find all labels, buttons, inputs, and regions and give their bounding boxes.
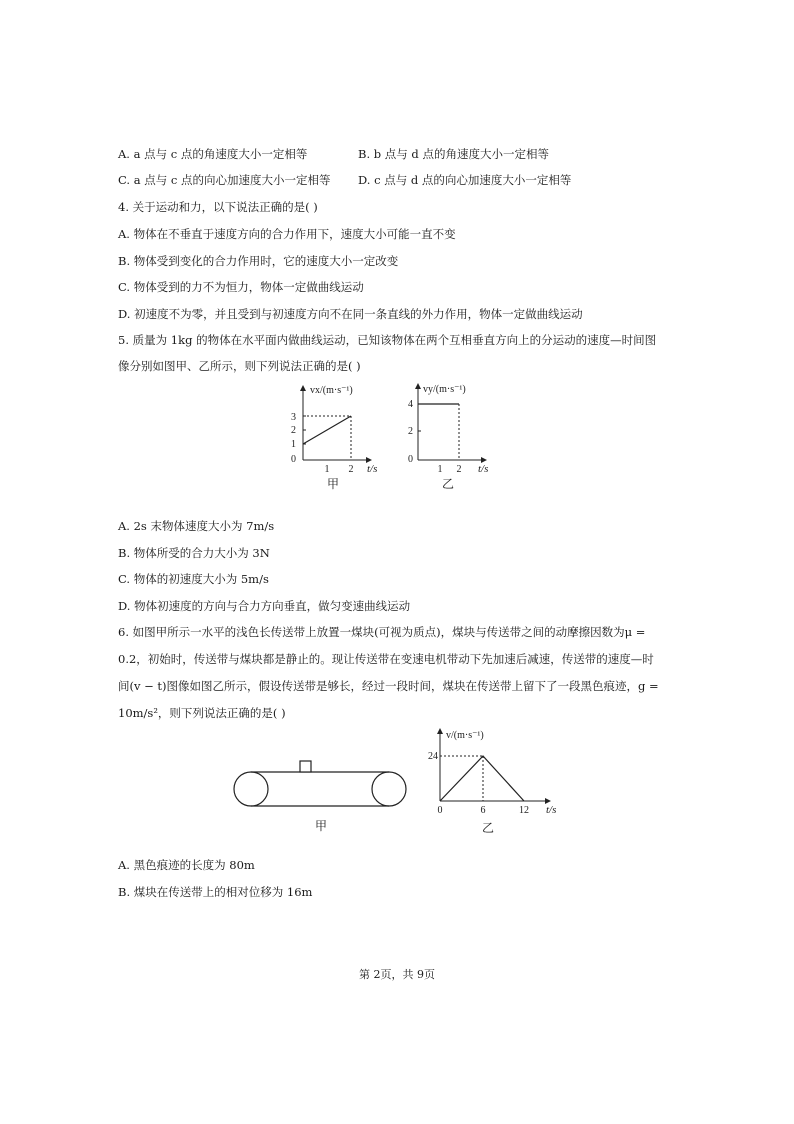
figure-caption: 甲 xyxy=(326,477,340,490)
q5-stem-line1: 5. 质量为 1kg 的物体在水平面内做曲线运动，已知该物体在两个互相垂直方向上的分运动的速度—时间图 xyxy=(118,333,657,347)
x-tick-12: 12 xyxy=(519,805,529,816)
figure-caption: 乙 xyxy=(481,821,495,835)
q6-stem-line4: 10m/s²，则下列说法正确的是( ) xyxy=(118,706,286,720)
velocity-line xyxy=(303,416,351,444)
q6-option-a: A. 黑色痕迹的长度为 80m xyxy=(118,858,255,872)
q6-stem-line2: 0.2，初始时，传送带与煤块都是静止的。现让传送带在变速电机带动下先加速后减速，传送带的速度—时 xyxy=(118,652,654,666)
q5-option-b: B. 物体所受的合力大小为 3N xyxy=(118,546,270,560)
q3-option-a: A. a 点与 c 点的角速度大小一定相等 xyxy=(118,147,308,161)
q3-option-b: B. b 点与 d 点的角速度大小一定相等 xyxy=(358,147,549,161)
y-tick-1: 1 xyxy=(291,439,296,450)
q4-option-b: B. 物体受到变化的合力作用时，它的速度大小一定改变 xyxy=(118,254,399,268)
right-pulley xyxy=(372,772,406,806)
q5-figure-left xyxy=(283,378,383,490)
x-axis-label: t/s xyxy=(546,804,557,816)
y-tick-24: 24 xyxy=(428,751,438,762)
q5-option-c: C. 物体的初速度大小为 5m/s xyxy=(118,572,269,586)
y-tick-4: 4 xyxy=(408,399,413,410)
y-axis-label: vy/(m·s⁻¹) xyxy=(423,384,466,395)
q4-option-a: A. 物体在不垂直于速度方向的合力作用下，速度大小可能一直不变 xyxy=(118,227,456,241)
figure-caption: 甲 xyxy=(314,819,328,833)
y-axis-label: vx/(m·s⁻¹) xyxy=(310,385,353,396)
q5-stem-line2: 像分别如图甲、乙所示，则下列说法正确的是( ) xyxy=(118,359,361,373)
q5-option-d: D. 物体初速度的方向与合力方向垂直，做匀变速曲线运动 xyxy=(118,599,411,613)
origin-label: 0 xyxy=(437,805,443,816)
x-tick-6: 6 xyxy=(480,805,486,816)
origin-label: 0 xyxy=(291,454,296,465)
q4-stem: 4. 关于运动和力，以下说法正确的是( ) xyxy=(118,200,318,214)
coal-block xyxy=(300,761,311,772)
q6-option-b: B. 煤块在传送带上的相对位移为 16m xyxy=(118,885,313,899)
x-tick-1: 1 xyxy=(437,464,443,475)
q6-stem-line3: 间(v − t)图像如图乙所示，假设传送带是够长，经过一段时间，煤块在传送带上留下了一段黑色痕迹，g = xyxy=(118,679,659,693)
y-tick-2: 2 xyxy=(408,426,413,437)
origin-label: 0 xyxy=(408,454,413,465)
q6-stem-line1: 6. 如图甲所示一水平的浅色长传送带上放置一煤块(可视为质点)，煤块与传送带之间的动摩擦因数为μ = xyxy=(118,625,646,639)
x-axis-label: t/s xyxy=(478,463,489,475)
q3-option-d: D. c 点与 d 点的向心加速度大小一定相等 xyxy=(358,173,572,187)
left-pulley xyxy=(234,772,268,806)
q4-option-d: D. 初速度不为零，并且受到与初速度方向不在同一条直线的外力作用，物体一定做曲线运动 xyxy=(118,307,583,321)
x-tick-1: 1 xyxy=(324,464,330,475)
q5-option-a: A. 2s 末物体速度大小为 7m/s xyxy=(118,519,275,533)
y-tick-2: 2 xyxy=(291,425,296,436)
y-axis-label: v/(m·s⁻¹) xyxy=(446,730,484,741)
y-tick-3: 3 xyxy=(291,412,296,423)
x-tick-2: 2 xyxy=(348,464,354,475)
x-tick-2: 2 xyxy=(456,464,462,475)
q4-option-c: C. 物体受到的力不为恒力，物体一定做曲线运动 xyxy=(118,280,364,294)
x-axis-label: t/s xyxy=(367,463,378,475)
q3-option-c: C. a 点与 c 点的向心加速度大小一定相等 xyxy=(118,173,331,187)
velocity-line xyxy=(440,756,524,801)
q6-conveyor-figure xyxy=(228,758,414,836)
q6-vt-figure xyxy=(420,724,580,836)
figure-caption: 乙 xyxy=(441,477,455,490)
q5-figure-right xyxy=(398,378,508,490)
page-footer: 第 2页，共 9页 xyxy=(359,968,435,981)
